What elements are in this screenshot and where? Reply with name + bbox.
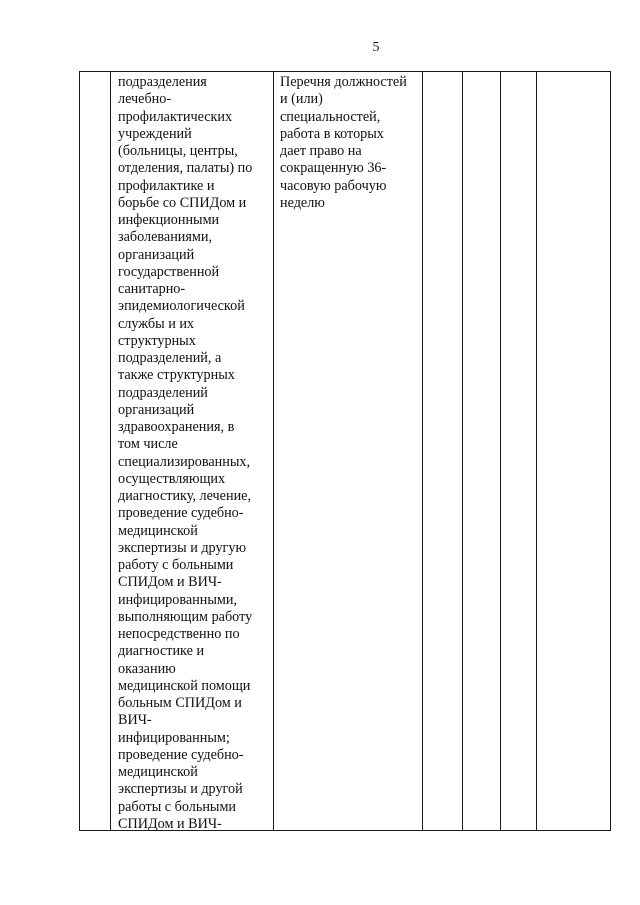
table-column-divider <box>462 72 463 830</box>
document-table <box>79 71 611 831</box>
table-column-divider <box>500 72 501 830</box>
table-cell-unit-description: подразделения лечебно- профилактических учреждений (больницы, центры, отделения, палаты) по профилактике и борьбе со СПИДом и инфекционными заболеваниями, организаций государственной санитарно- эпидемиологической службы и их структурных подразделений, а также структурных подразделений организаций здравоохранения, в том числе специализированных, осуществляющих диагностику, лечение, проведение судебно- медицинской экспертизы и другую работу с больными СПИДом и ВИЧ- инфицированными, выполняющим работу непосредственно по диагностике и оказанию медицинской помощи больным СПИДом и ВИЧ- инфицированным; проведение судебно- медицинской экспертизы и другой работы с больными СПИДом и ВИЧ- <box>118 74 253 832</box>
table-cell-reference-note: Перечня должностей и (или) специальностей, работа в которых дает право на сокращенную 36- часовую рабочую неделю <box>280 74 407 211</box>
page-number: 5 <box>372 40 380 55</box>
table-column-divider <box>110 72 111 830</box>
table-column-divider <box>536 72 537 830</box>
